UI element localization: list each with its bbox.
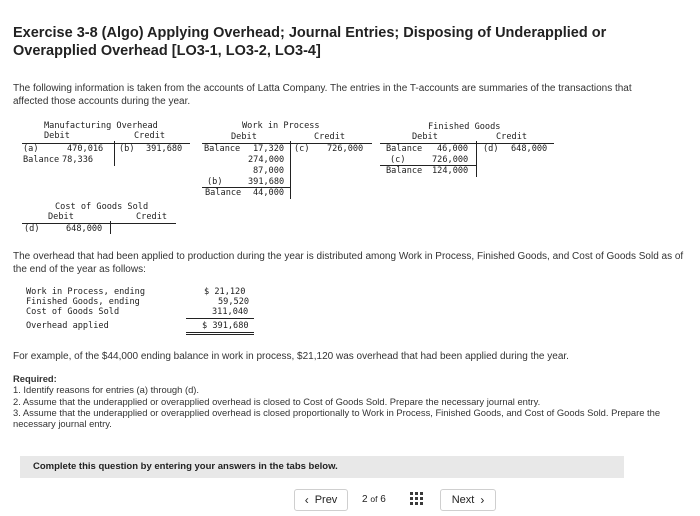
chevron-left-icon: ‹ xyxy=(304,493,309,507)
instruction-bar xyxy=(20,456,624,478)
t-account-rule xyxy=(380,143,554,144)
distribution-text: The overhead that had been applied to production during the year is distributed among Work in Process, Finished Goods, and Cost of Goods Sold as of the end of the year as follows: xyxy=(13,251,684,275)
chevron-right-icon: › xyxy=(480,493,485,507)
t-account-cost-of-goods-sold: Cost of Goods Sold Debit Credit (d) 648,000 xyxy=(0,0,10,80)
distribution-label: Overhead applied xyxy=(26,321,109,331)
intro-text: The following information is taken from the accounts of Latta Company. The entries in the T-accounts are summaries of the transactions that affected those accounts during the year. xyxy=(13,83,632,107)
debit-header: Debit xyxy=(48,212,74,222)
t-account-subtotal-rule xyxy=(380,165,476,166)
required-item-2: 2. Assume that the underapplied or overapplied overhead is closed to Cost of Goods Sold. Prepare the necessary journal entry. xyxy=(13,395,541,407)
t-account-manufacturing-overhead: Manufacturing Overhead Debit Credit (a) 470,016 (b) 391,680 Balance 78,336 xyxy=(0,0,10,120)
t-account-rule xyxy=(202,143,372,144)
distribution-value: $ 21,120 xyxy=(204,287,246,297)
distribution-label: Finished Goods, ending xyxy=(26,297,140,307)
t-account-finished-goods: Finished Goods Debit Credit Balance 46,000 (d) 648,000 (c) 726,000 Balance 124,000 xyxy=(0,0,10,150)
debit-header: Debit xyxy=(231,132,257,142)
credit-header: Credit xyxy=(496,132,528,142)
t-account-title: Finished Goods xyxy=(428,122,501,132)
t-account-title: Work in Process xyxy=(242,121,320,131)
grid-icon[interactable] xyxy=(410,492,424,506)
distribution-label: Cost of Goods Sold xyxy=(26,307,120,317)
distribution-value: 59,520 xyxy=(218,297,250,307)
debit-header: Debit xyxy=(44,131,70,141)
t-account-divider xyxy=(290,141,291,199)
page-title: Exercise 3-8 (Algo) Applying Overhead; Journal Entries; Disposing of Underapplied or Overapplied Overhead [LO3-1, LO3-2, LO3-4] xyxy=(13,25,607,59)
debit-header: Debit xyxy=(412,132,438,142)
t-account-work-in-process: Work in Process Debit Credit Balance 17,320 (c) 726,000 274,000 87,000 (b) 391,680 Balance 44,000 xyxy=(0,0,10,170)
required-item-1: 1. Identify reasons for entries (a) through (d). xyxy=(13,384,200,396)
t-account-title: Manufacturing Overhead xyxy=(44,121,158,131)
required-label: Required: xyxy=(13,373,57,384)
example-text: For example, of the $44,000 ending balance in work in process, $21,120 was overhead that had been applied during the year. xyxy=(13,351,569,362)
t-account-divider xyxy=(476,141,477,177)
t-account-rule xyxy=(22,223,176,224)
distribution-value: 311,040 xyxy=(212,307,249,317)
credit-header: Credit xyxy=(134,131,166,141)
t-account-rule xyxy=(22,143,190,144)
page-indicator: 2 of 6 xyxy=(362,494,386,505)
required-section xyxy=(13,373,688,429)
t-account-subtotal-rule xyxy=(202,187,290,188)
instruction-text: Complete this question by entering your answers in the tabs below. xyxy=(33,461,338,472)
t-account-title: Cost of Goods Sold xyxy=(55,202,149,212)
credit-header: Credit xyxy=(136,212,168,222)
distribution-label: Work in Process, ending xyxy=(26,287,145,297)
prev-button[interactable]: ‹ Prev xyxy=(294,489,348,511)
double-underline xyxy=(186,332,254,333)
double-underline xyxy=(186,334,254,335)
t-account-divider xyxy=(110,221,111,234)
required-item-3: 3. Assume that the underapplied or overapplied overhead is closed proportionally to Work in Process, Finished Goods, and Cost of Goods Sold. Prepare the necessary journal entry. xyxy=(13,406,661,430)
t-account-divider xyxy=(114,141,115,166)
credit-header: Credit xyxy=(314,132,346,142)
distribution-value: $ 391,680 xyxy=(202,321,249,331)
next-button[interactable]: Next › xyxy=(440,489,496,511)
total-rule xyxy=(186,318,254,319)
